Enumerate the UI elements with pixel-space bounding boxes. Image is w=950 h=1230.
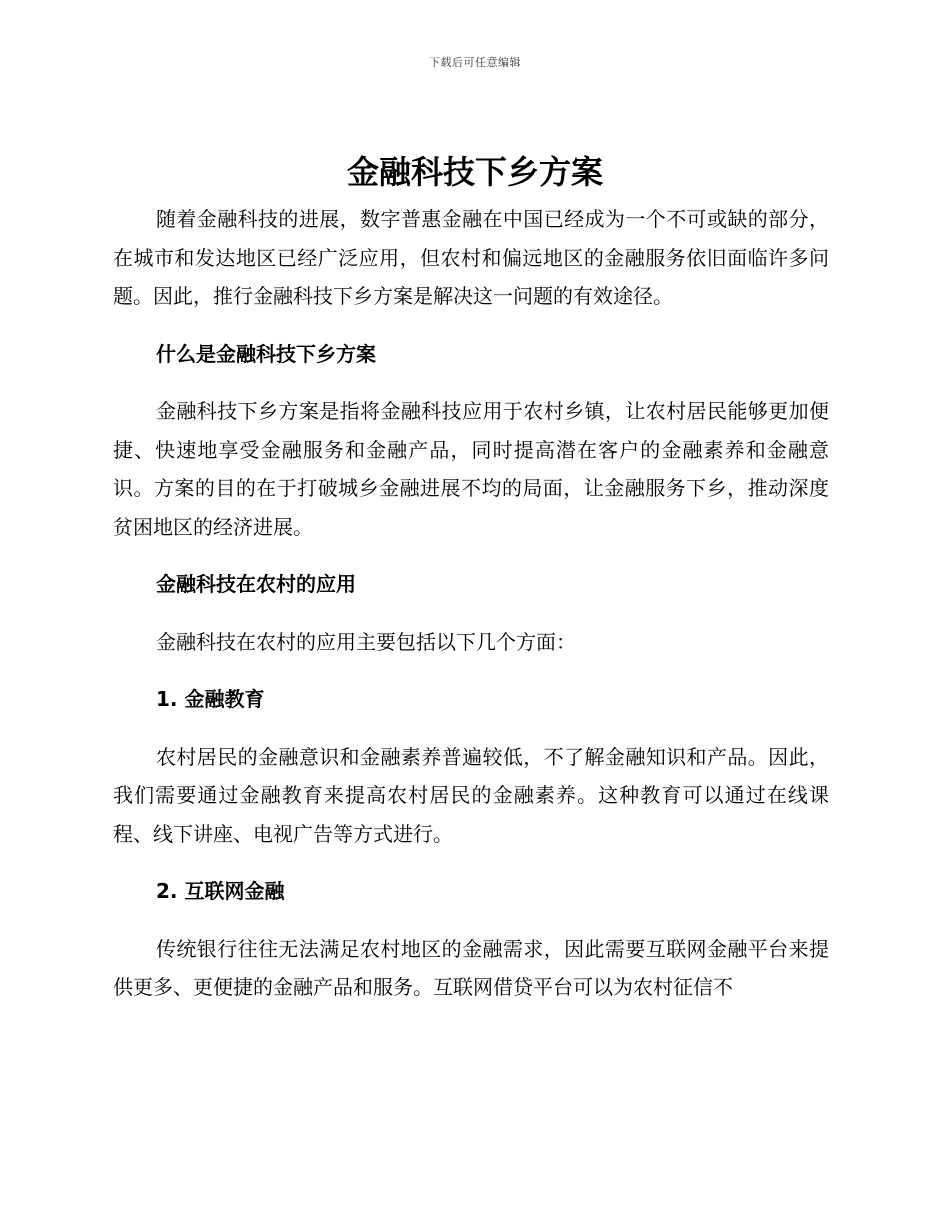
item-heading-education: 1. 金融教育 <box>156 687 265 711</box>
item-heading-internet-finance: 2. 互联网金融 <box>156 879 285 903</box>
section-body-what-is: 金融科技下乡方案是指将金融科技应用于农村乡镇，让农村居民能够更加便捷、快速地享受金融服务和金融产品，同时提高潜在客户的金融素养和金融意识。方案的目的在于打破城乡金融进展不均的局面，让金融服务下乡，推动深度贫困地区的经济进展。 <box>113 399 829 539</box>
header-note: 下载后可任意编辑 <box>429 56 521 69</box>
section-body-applications: 金融科技在农村的应用主要包括以下几个方面： <box>156 629 576 654</box>
document-body <box>113 200 829 1007</box>
item-body-education: 农村居民的金融意识和金融素养普遍较低，不了解金融知识和产品。因此，我们需要通过金融教育来提高农村居民的金融素养。这种教育可以通过在线课程、线下讲座、电视广告等方式进行。 <box>113 744 829 846</box>
section-heading-applications: 金融科技在农村的应用 <box>156 572 356 596</box>
section-heading-what-is: 什么是金融科技下乡方案 <box>156 341 376 366</box>
intro-paragraph: 随着金融科技的进展，数字普惠金融在中国已经成为一个不可或缺的部分，在城市和发达地区已经广泛应用，但农村和偏远地区的金融服务依旧面临许多问题。因此，推行金融科技下乡方案是解决这一问题的有效途径。 <box>113 207 829 308</box>
item-body-internet-finance: 传统银行往往无法满足农村地区的金融需求，因此需要互联网金融平台来提供更多、更便捷的金融产品和服务。互联网借贷平台可以为农村征信不 <box>113 936 829 999</box>
document-title: 金融科技下乡方案 <box>346 153 603 191</box>
